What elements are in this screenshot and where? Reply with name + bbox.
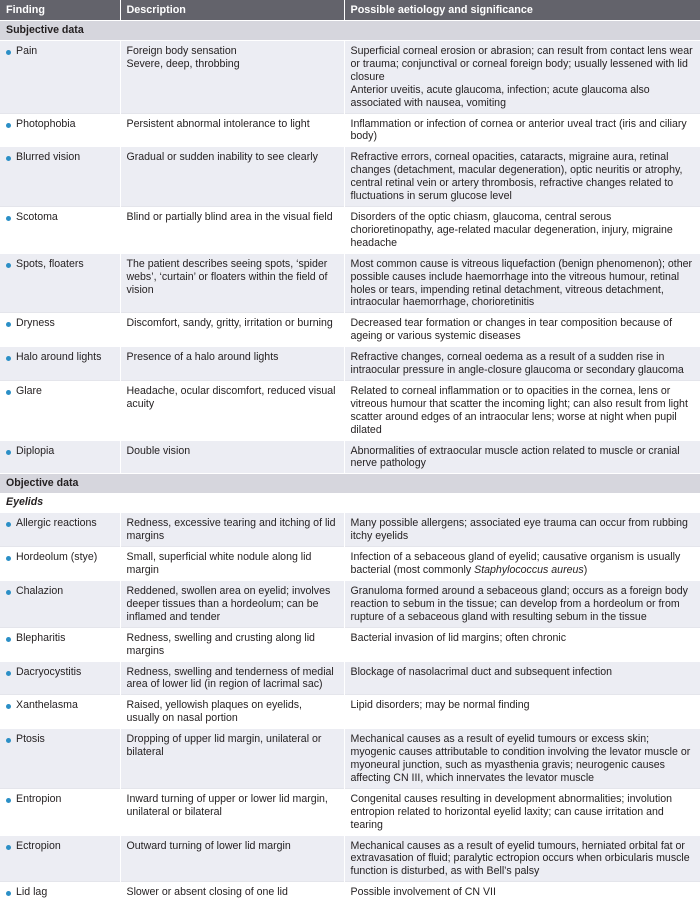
description-cell: Presence of a halo around lights xyxy=(126,351,279,364)
bullet-icon xyxy=(6,216,11,221)
aetiology-cell: Abnormalities of extraocular muscle action related to muscle or cranial nerve pathology xyxy=(350,444,680,470)
bullet-icon xyxy=(6,156,11,161)
bullet-icon xyxy=(6,322,11,327)
bullet-icon xyxy=(6,450,11,455)
table-row xyxy=(0,581,700,628)
aetiology-text: ) xyxy=(583,564,588,577)
aetiology-cell: Disorders of the optic chiasm, glaucoma, central serous chorioretinopathy, age-related macular degeneration, injury, migraine headache xyxy=(350,210,673,249)
finding-cell: Blurred vision xyxy=(16,151,81,164)
aetiology-cell: Granuloma formed around a sebaceous gland; occurs as a foreign body reaction to sebum in the tissue; can develop from a hordeolum or from rupture of a sebaceous gland with resulting sebum in the tissue xyxy=(350,585,688,623)
aetiology-cell: Congenital causes resulting in development abnormalities; involution entropion related to horizontal eyelid laxity; can cause irritation and tearing xyxy=(350,792,673,831)
aetiology-cell: Possible involvement of CN VII xyxy=(350,886,496,899)
finding-cell: Ectropion xyxy=(16,839,61,852)
table-row xyxy=(0,440,700,474)
aetiology-cell: Refractive errors, corneal opacities, cataracts, migraine aura, retinal changes (detachment, macular degeneration), optic neuritis or atrophy, central retinal vein or artery thrombosis, refractive changes related to fluctuations in serum glucose level xyxy=(350,151,683,203)
aetiology-cell: Superficial corneal erosion or abrasion; can result from contact lens wear or trauma; conjunctival or corneal foreign body; usually lessened with lid closure xyxy=(350,45,693,83)
finding-cell: Halo around lights xyxy=(16,351,102,364)
table-row xyxy=(0,313,700,347)
section-heading: Objective data xyxy=(0,474,700,494)
table-row xyxy=(0,113,700,147)
finding-cell: Xanthelasma xyxy=(16,699,78,712)
bullet-icon xyxy=(6,891,11,896)
description-cell: Redness, swelling and tenderness of medial area of lower lid (in region of lacrimal sac) xyxy=(126,665,334,691)
organism-name: Staphylococcus aureus xyxy=(474,564,584,577)
bullet-icon xyxy=(6,522,11,527)
table-row xyxy=(0,661,700,695)
aetiology-cell: Lipid disorders; may be normal finding xyxy=(350,699,530,712)
finding-cell: Diplopia xyxy=(16,444,55,457)
table-row xyxy=(0,835,700,882)
aetiology-text: Infection of a sebaceous gland of eyelid; causative organism is usually bacterial (most commonly xyxy=(350,551,681,577)
aetiology-cell: Anterior uveitis, acute glaucoma, infection; acute glaucoma also associated with nausea, vomiting xyxy=(350,83,650,109)
table-row xyxy=(0,147,700,207)
header-row xyxy=(0,0,700,21)
table-row xyxy=(0,788,700,835)
description-cell: Discomfort, sandy, gritty, irritation or burning xyxy=(126,317,333,330)
aetiology-cell: Refractive changes, corneal oedema as a result of a sudden rise in intraocular pressure in angle-closure glaucoma or secondary glaucoma xyxy=(350,351,684,377)
aetiology-cell: Mechanical causes as a result of eyelid tumours or excess skin; myogenic causes attributable to condition involving the levator muscle or myoneural junction, such as myasthenia gravis; neurogenic causes affecting CN III, which innervates the levator muscle xyxy=(350,733,691,784)
aetiology-cell: Many possible allergens; associated eye trauma can occur from rubbing itchy eyelids xyxy=(350,517,688,543)
bullet-icon xyxy=(6,671,11,676)
aetiology-cell: Decreased tear formation or changes in tear composition because of ageing or various systemic diseases xyxy=(350,317,673,343)
description-cell: Double vision xyxy=(126,444,191,457)
description-cell: Slower or absent closing of one lid xyxy=(126,886,288,899)
finding-cell: Chalazion xyxy=(16,585,64,597)
aetiology-cell: Bacterial invasion of lid margins; often chronic xyxy=(350,631,567,644)
finding-cell: Dacryocystitis xyxy=(16,665,82,678)
description-cell: Headache, ocular discomfort, reduced visual acuity xyxy=(126,384,336,410)
bullet-icon xyxy=(6,845,11,850)
bullet-icon xyxy=(6,390,11,395)
finding-cell: Entropion xyxy=(16,792,62,805)
aetiology-cell: Related to corneal inflammation or to opacities in the cornea, lens or vitreous humour that scatter the incoming light; can also result from light scatter around edges of an intraocular lens; worse at night when pupil dilated xyxy=(350,384,688,436)
table-row xyxy=(0,882,700,902)
finding-cell: Scotoma xyxy=(16,210,58,223)
finding-cell: Allergic reactions xyxy=(16,517,97,530)
column-header-finding: Finding xyxy=(0,0,120,21)
description-cell: Raised, yellowish plaques on eyelids, usually on nasal portion xyxy=(126,699,302,725)
description-cell: Redness, excessive tearing and itching of lid margins xyxy=(126,517,336,543)
bullet-icon xyxy=(6,123,11,128)
description-cell: Small, superficial white nodule along lid margin xyxy=(126,551,312,577)
description-cell: Severe, deep, throbbing xyxy=(126,57,240,70)
description-cell: Dropping of upper lid margin, unilateral or bilateral xyxy=(126,733,322,759)
bullet-icon xyxy=(6,356,11,361)
finding-cell: Blepharitis xyxy=(16,631,66,644)
bullet-icon xyxy=(6,556,11,561)
column-header-description: Description xyxy=(120,0,344,21)
description-cell: The patient describes seeing spots, ‘spider webs’, ‘curtain’ or floaters within the field of vision xyxy=(126,257,328,296)
section-heading: Subjective data xyxy=(0,21,700,41)
table-row xyxy=(0,380,700,440)
bullet-icon xyxy=(6,738,11,743)
bullet-icon xyxy=(6,590,11,595)
table-row xyxy=(0,695,700,729)
aetiology-cell: Blockage of nasolacrimal duct and subsequent infection xyxy=(350,665,612,678)
description-cell: Reddened, swollen area on eyelid; involves deeper tissues than a hordeolum; can be inflamed and tender xyxy=(126,585,331,623)
finding-cell: Glare xyxy=(16,384,42,397)
description-cell: Persistent abnormal intolerance to light xyxy=(126,117,310,130)
finding-cell: Ptosis xyxy=(16,733,45,746)
description-cell: Outward turning of lower lid margin xyxy=(126,839,291,852)
table-row xyxy=(0,627,700,661)
section-row-subjective xyxy=(0,21,700,41)
aetiology-cell: Most common cause is vitreous liquefaction (benign phenomenon); other possible causes include haemorrhage into the vitreous humour, retinal holes or tears, impending retinal detachment, vitreous detachment, intraocular haemorrhage, chorioretinitis xyxy=(350,257,693,309)
aetiology-cell: Mechanical causes as a result of eyelid tumours, herniated orbital fat or extravasation of fluid; paralytic ectropion occurs when orbicularis muscle function is disturbed, as with Bell’s palsy xyxy=(350,839,690,878)
description-cell: Blind or partially blind area in the visual field xyxy=(126,210,333,223)
finding-cell: Hordeolum (stye) xyxy=(16,551,98,564)
column-header-aetiology: Possible aetiology and significance xyxy=(344,0,700,21)
bullet-icon xyxy=(6,637,11,642)
finding-cell: Dryness xyxy=(16,317,55,330)
bullet-icon xyxy=(6,263,11,268)
subsection-heading: Eyelids xyxy=(0,493,700,513)
finding-cell: Spots, floaters xyxy=(16,257,84,270)
table-row xyxy=(0,253,700,313)
bullet-icon xyxy=(6,50,11,55)
table-row xyxy=(0,41,700,114)
table-row xyxy=(0,347,700,381)
description-cell: Inward turning of upper or lower lid margin, unilateral or bilateral xyxy=(126,792,328,818)
finding-cell: Photophobia xyxy=(16,117,76,130)
description-cell: Redness, swelling and crusting along lid margins xyxy=(126,631,315,657)
aetiology-cell: Inflammation or infection of cornea or anterior uveal tract (iris and ciliary body) xyxy=(350,117,687,143)
table-row xyxy=(0,729,700,789)
section-row-objective xyxy=(0,474,700,494)
table-row xyxy=(0,547,700,581)
description-cell: Foreign body sensation xyxy=(126,45,237,57)
table-row xyxy=(0,206,700,253)
bullet-icon xyxy=(6,704,11,709)
table-row xyxy=(0,513,700,547)
aetiology-cell xyxy=(351,551,695,577)
bullet-icon xyxy=(6,798,11,803)
description-cell: Gradual or sudden inability to see clearly xyxy=(126,151,318,164)
finding-cell: Pain xyxy=(16,45,38,57)
subsection-row-eyelids xyxy=(0,493,700,513)
finding-cell: Lid lag xyxy=(16,886,48,899)
